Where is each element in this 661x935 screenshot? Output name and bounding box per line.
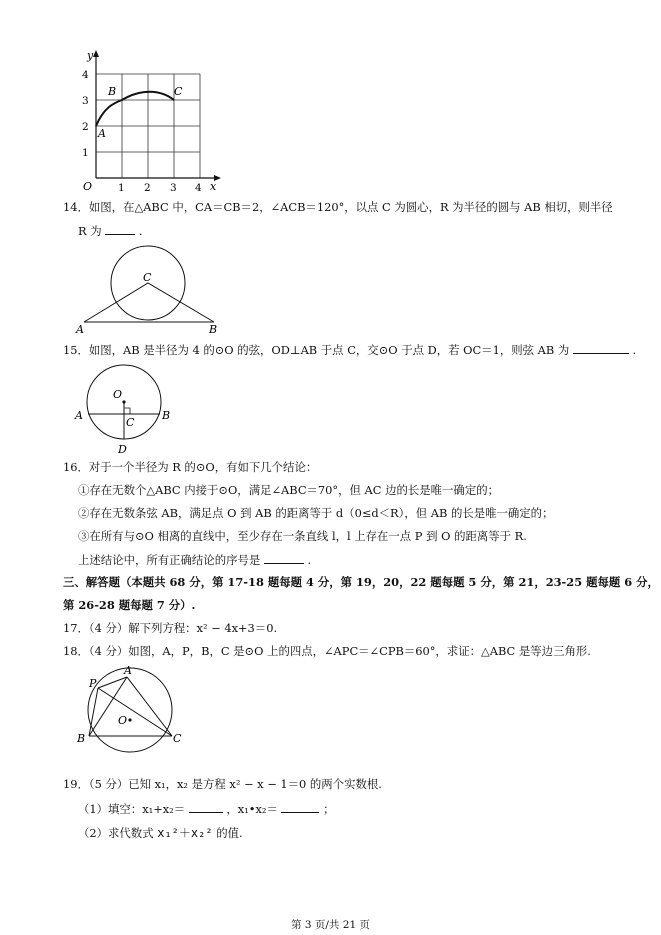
question-14-text-b: . — [138, 224, 143, 238]
question-15-text-b: . — [632, 343, 637, 357]
x-tick: 2 — [144, 182, 151, 194]
question-19-intro: 19．（5 分）已知 x₁，x₂ 是方程 x² − x − 1＝0 的两个实数根. — [63, 777, 382, 791]
question-16-intro: 16．对于一个半径为 R 的⊙O，有如下几个结论： — [63, 460, 318, 474]
point-label-d: D — [118, 443, 127, 456]
x-tick: 4 — [195, 182, 202, 194]
section-3-heading-line-2: 第 26-28 题每题 7 分）. — [63, 598, 196, 612]
point-label-b: B — [209, 323, 218, 336]
question-16-conclusion-end: . — [307, 553, 312, 567]
x-axis-label: x — [210, 180, 217, 193]
question-19-part-1-c: ； — [323, 802, 335, 816]
question-19-part-1-a: （1）填空：x₁+x₂＝ — [78, 802, 186, 816]
point-label-a: A — [76, 323, 84, 336]
page-footer: 第 3 页/共 21 页 — [291, 919, 370, 931]
answer-blank[interactable] — [573, 341, 629, 354]
question-17: 17．（4 分）解下列方程：x² − 4x+3＝0. — [63, 621, 278, 635]
point-label-c: C — [143, 271, 152, 284]
y-tick: 4 — [82, 69, 89, 81]
triangle-circle-figure — [72, 240, 232, 338]
origin-label: O — [83, 180, 93, 193]
point-label-b: B — [77, 732, 86, 745]
circle-chord-figure — [70, 362, 180, 456]
x-tick: 1 — [118, 182, 125, 194]
question-16-statement-1: ①存在无数个△ABC 内接于⊙O，满足∠ABC＝70°，但 AC 边的长是唯一确定的； — [78, 483, 499, 497]
question-14-line-2 — [78, 222, 142, 239]
inscribed-triangle-figure — [72, 664, 190, 756]
question-19-part-2-b: 的值. — [216, 826, 243, 840]
x-tick: 3 — [170, 182, 177, 194]
point-label-b: B — [108, 85, 117, 98]
question-19-expression: x₁²＋x₂² — [157, 826, 213, 840]
question-16-statement-3: ③在所有与⊙O 相离的直线中，至少存在一条直线 l，l 上存在一点 P 到 O 的距离等于 R. — [78, 529, 527, 543]
answer-blank[interactable] — [105, 222, 135, 235]
point-label-a: A — [98, 127, 106, 140]
section-3-heading-line-1: 三、解答题（本题共 68 分，第 17-18 题每题 4 分，第 19，20，22 题每题 5 分，第 21，23-25 题每题 6 分， — [63, 575, 659, 589]
question-15-text-a: 15．如图，AB 是半径为 4 的⊙O 的弦，OD⊥AB 于点 C，交⊙O 于点 D，若 OC＝1，则弦 AB 为 — [63, 343, 570, 357]
point-label-c: C — [174, 85, 183, 98]
question-19-part-2-a: （2）求代数式 — [78, 826, 154, 840]
answer-blank[interactable] — [264, 551, 304, 564]
question-19-part-1 — [78, 800, 335, 817]
question-16-statement-2: ②存在无数条弦 AB，满足点 O 到 AB 的距离等于 d（0≤d＜R），但 AB 的长是唯一确定的； — [78, 506, 554, 520]
point-label-a: A — [124, 664, 132, 677]
question-19-part-2 — [78, 825, 243, 841]
point-label-p: P — [89, 677, 97, 690]
question-14-text-a: R 为 — [78, 224, 102, 238]
y-tick: 2 — [82, 121, 89, 133]
y-tick: 3 — [82, 95, 89, 107]
coordinate-grid-figure — [70, 45, 230, 195]
question-19-part-1-b: ，x₁•x₂＝ — [226, 802, 278, 816]
question-15 — [63, 341, 636, 358]
point-label-c: C — [126, 416, 135, 429]
question-18: 18．（4 分）如图，A，P，B，C 是⊙O 上的四点，∠APC＝∠CPB＝60°，求证：△ABC 是等边三角形. — [63, 644, 591, 658]
answer-blank[interactable] — [189, 800, 223, 813]
point-label-b: B — [162, 409, 171, 422]
y-tick: 1 — [82, 147, 89, 159]
point-label-o: O — [118, 714, 128, 727]
question-16-conclusion-text: 上述结论中，所有正确结论的序号是 — [78, 553, 261, 567]
y-axis-label: y — [87, 49, 94, 62]
point-label-o: O — [113, 388, 123, 401]
question-16-conclusion — [78, 551, 311, 568]
point-label-c: C — [173, 732, 182, 745]
answer-blank[interactable] — [281, 800, 319, 813]
point-label-a: A — [75, 409, 83, 422]
question-14-line-1: 14．如图，在△ABC 中，CA＝CB＝2，∠ACB＝120°，以点 C 为圆心，R 为半径的圆与 AB 相切，则半径 — [63, 200, 613, 214]
